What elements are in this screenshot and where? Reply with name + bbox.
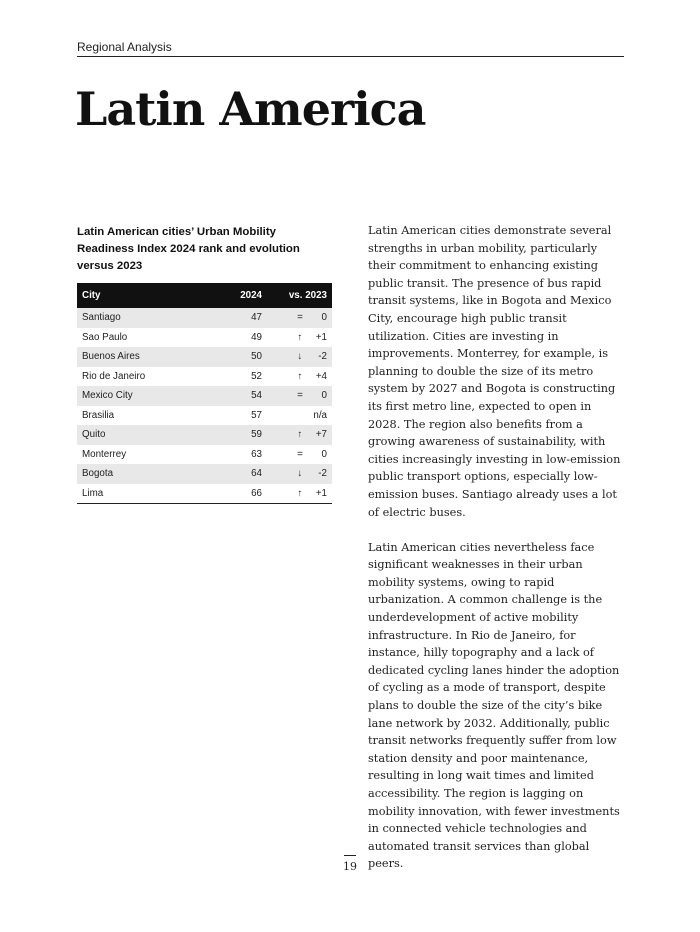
rank-cell: 59	[251, 429, 262, 441]
table-caption: Latin American cities’ Urban Mobility Readiness Index 2024 rank and evolution versus 2023	[77, 226, 300, 272]
change-value: +4	[315, 370, 327, 382]
trend-icon: =	[297, 312, 303, 324]
change-cell	[272, 406, 332, 426]
table-row	[77, 484, 332, 504]
rank-cell: 66	[202, 484, 272, 504]
body-text	[368, 222, 626, 891]
city-cell: Buenos Aires	[82, 351, 140, 363]
change-cell	[272, 308, 332, 328]
trend-icon: ↑	[297, 429, 303, 441]
city-cell: Lima	[77, 484, 202, 504]
change-cell	[272, 386, 332, 406]
change-value: +1	[315, 331, 327, 343]
table-row	[77, 406, 332, 426]
paragraph: Latin American cities nevertheless face significant weaknesses in their urban mobility systems, owing to rapid urbanization. A common challenge is the underdevelopment of active mobility infrastructure. In Rio de Janeiro, for instance, hilly topography and a lack of dedicated cycling lanes hinder the adoption of cycling as a mode of transport, despite plans to double the size of the city’s bike lane network by 2032. Additionally, public transit networks frequently suffer from low station density and poor maintenance, resulting in long wait times and limited accessibility. The region is lagging on mobility innovation, with fewer investments in connected vehicle technologies and automated transit services than global peers.	[368, 540, 620, 871]
table-row	[77, 445, 332, 465]
city-cell: Sao Paulo	[82, 331, 128, 343]
change-value: n/a	[313, 409, 327, 421]
ranking-table	[77, 283, 332, 504]
city-cell: Brasilia	[82, 409, 115, 421]
change-value: +1	[315, 487, 327, 499]
trend-icon: ↑	[297, 487, 303, 499]
city-cell: Mexico City	[82, 390, 133, 402]
change-value: 0	[321, 448, 327, 460]
change-cell	[272, 425, 332, 445]
change-cell	[272, 328, 332, 348]
city-cell: Santiago	[82, 312, 121, 324]
table-row	[77, 367, 332, 387]
rank-cell: 50	[251, 351, 262, 363]
rank-cell: 64	[251, 468, 262, 480]
section-label: Regional Analysis	[77, 40, 172, 54]
trend-icon: =	[297, 448, 303, 460]
change-cell	[272, 445, 332, 465]
change-cell	[272, 464, 332, 484]
rank-cell: 52	[251, 370, 262, 382]
table-row	[77, 464, 332, 484]
change-cell	[272, 347, 332, 367]
change-value: +7	[315, 429, 327, 441]
change-value: 0	[321, 312, 327, 324]
column-header-city: City	[82, 290, 101, 301]
table-header-row	[77, 283, 332, 308]
column-header-change: vs. 2023	[288, 290, 327, 301]
table-row	[77, 308, 332, 328]
rank-cell: 63	[251, 448, 262, 460]
rank-cell: 57	[251, 409, 262, 421]
rank-cell: 54	[251, 390, 262, 402]
change-value: 0	[321, 390, 327, 402]
table-row	[77, 386, 332, 406]
page-title: Latin America	[75, 82, 426, 136]
change-value: -2	[318, 351, 327, 363]
footer-divider	[344, 855, 356, 856]
trend-icon: ↓	[297, 468, 303, 480]
trend-icon: ↑	[297, 331, 303, 343]
city-cell: Quito	[82, 429, 106, 441]
table-row	[77, 347, 332, 367]
table-row	[77, 425, 332, 445]
city-cell: Bogota	[82, 468, 114, 480]
header-divider	[77, 56, 624, 57]
table-row	[77, 328, 332, 348]
rank-cell: 49	[251, 331, 262, 343]
change-cell	[272, 484, 332, 504]
change-cell	[272, 367, 332, 387]
city-cell: Monterrey	[82, 448, 127, 460]
column-header-2024: 2024	[240, 290, 262, 301]
rank-cell: 47	[251, 312, 262, 324]
change-value: -2	[318, 468, 327, 480]
page-number: 19	[343, 860, 357, 873]
trend-icon: ↑	[297, 370, 303, 382]
trend-icon: =	[297, 390, 303, 402]
trend-icon: ↓	[297, 351, 303, 363]
city-cell: Rio de Janeiro	[82, 370, 146, 382]
paragraph: Latin American cities demonstrate several strengths in urban mobility, particularly their commitment to enhancing existing public transit. The presence of bus rapid transit systems, like in Bogota and Mexico City, encourage high public transit utilization. Cities are investing in improvements. Monterrey, for example, is planning to double the size of its metro system by 2027 and Bogota is constructing its first metro line, expected to open in 2028. The region also benefits from a growing awareness of sustainability, with cities increasingly investing in low-emission public transport options, especially low-emission buses. Santiago already uses a lot of electric buses.	[368, 224, 621, 519]
